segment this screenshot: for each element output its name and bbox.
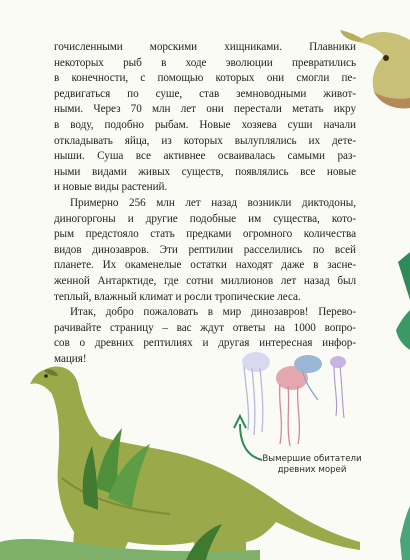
text-line: ныши. Суша все активнее осваивалась самыми раз- — [54, 150, 356, 163]
text-line: гочисленными морскими хищниками. Плавники — [54, 41, 356, 53]
text-line: рачивайте страницу – вас ждут ответы на 1000 вопро- — [54, 321, 356, 334]
text-line: редвигаться по суше, став земноводными живот- — [54, 87, 356, 100]
text-line: рым предстояло стать предками огромного количества — [54, 228, 356, 241]
text-line: диногоргоны и другие подобные им существа, кото- — [54, 212, 356, 225]
text-line: теплый, влажный климат и росли тропические леса. — [54, 290, 301, 303]
text-line: планете. Их окаменелые остатки находят даже в засне- — [54, 259, 356, 272]
paragraph — [54, 196, 356, 305]
text-line: женной Антарктиде, где сотни миллионов лет назад был — [54, 274, 356, 287]
text-line: и новые виды растений. — [54, 181, 168, 194]
text-line: откладывать яйца, из которых вылуплялись их дете- — [54, 134, 356, 147]
text-line: некоторых рыб в ходе эволюции превратились — [54, 56, 356, 69]
fern-leaves-illustration — [396, 252, 410, 560]
article-text — [54, 40, 356, 367]
text-line: Итак, добро пожаловать в мир динозавров! Перево- — [70, 306, 356, 319]
paragraph — [54, 40, 356, 196]
caption-line-2: древних морей — [277, 465, 347, 475]
text-line: Примерно 256 млн лет назад возникли диктодоны, — [70, 196, 356, 209]
text-line: в конечности, с помощью которых они смогли пе- — [54, 72, 356, 85]
sauropod-dinosaur-illustration — [0, 328, 360, 560]
caption-line-1: Вымершие обитатели — [262, 454, 362, 464]
text-line: мация! — [54, 352, 87, 365]
text-line: в воду, подобно рыбам. Новые хозяева суши начали — [54, 118, 356, 131]
text-line: ными. Через 70 млн лет они перестали метать икру — [54, 103, 356, 116]
text-line: сов о древних рептилиях и другая интересная инфор- — [54, 337, 356, 350]
text-line: видов динозавров. Эти рептилии расселились по всей — [54, 243, 356, 256]
text-line: ными видами живых существ, появлялись все новые — [54, 165, 356, 178]
